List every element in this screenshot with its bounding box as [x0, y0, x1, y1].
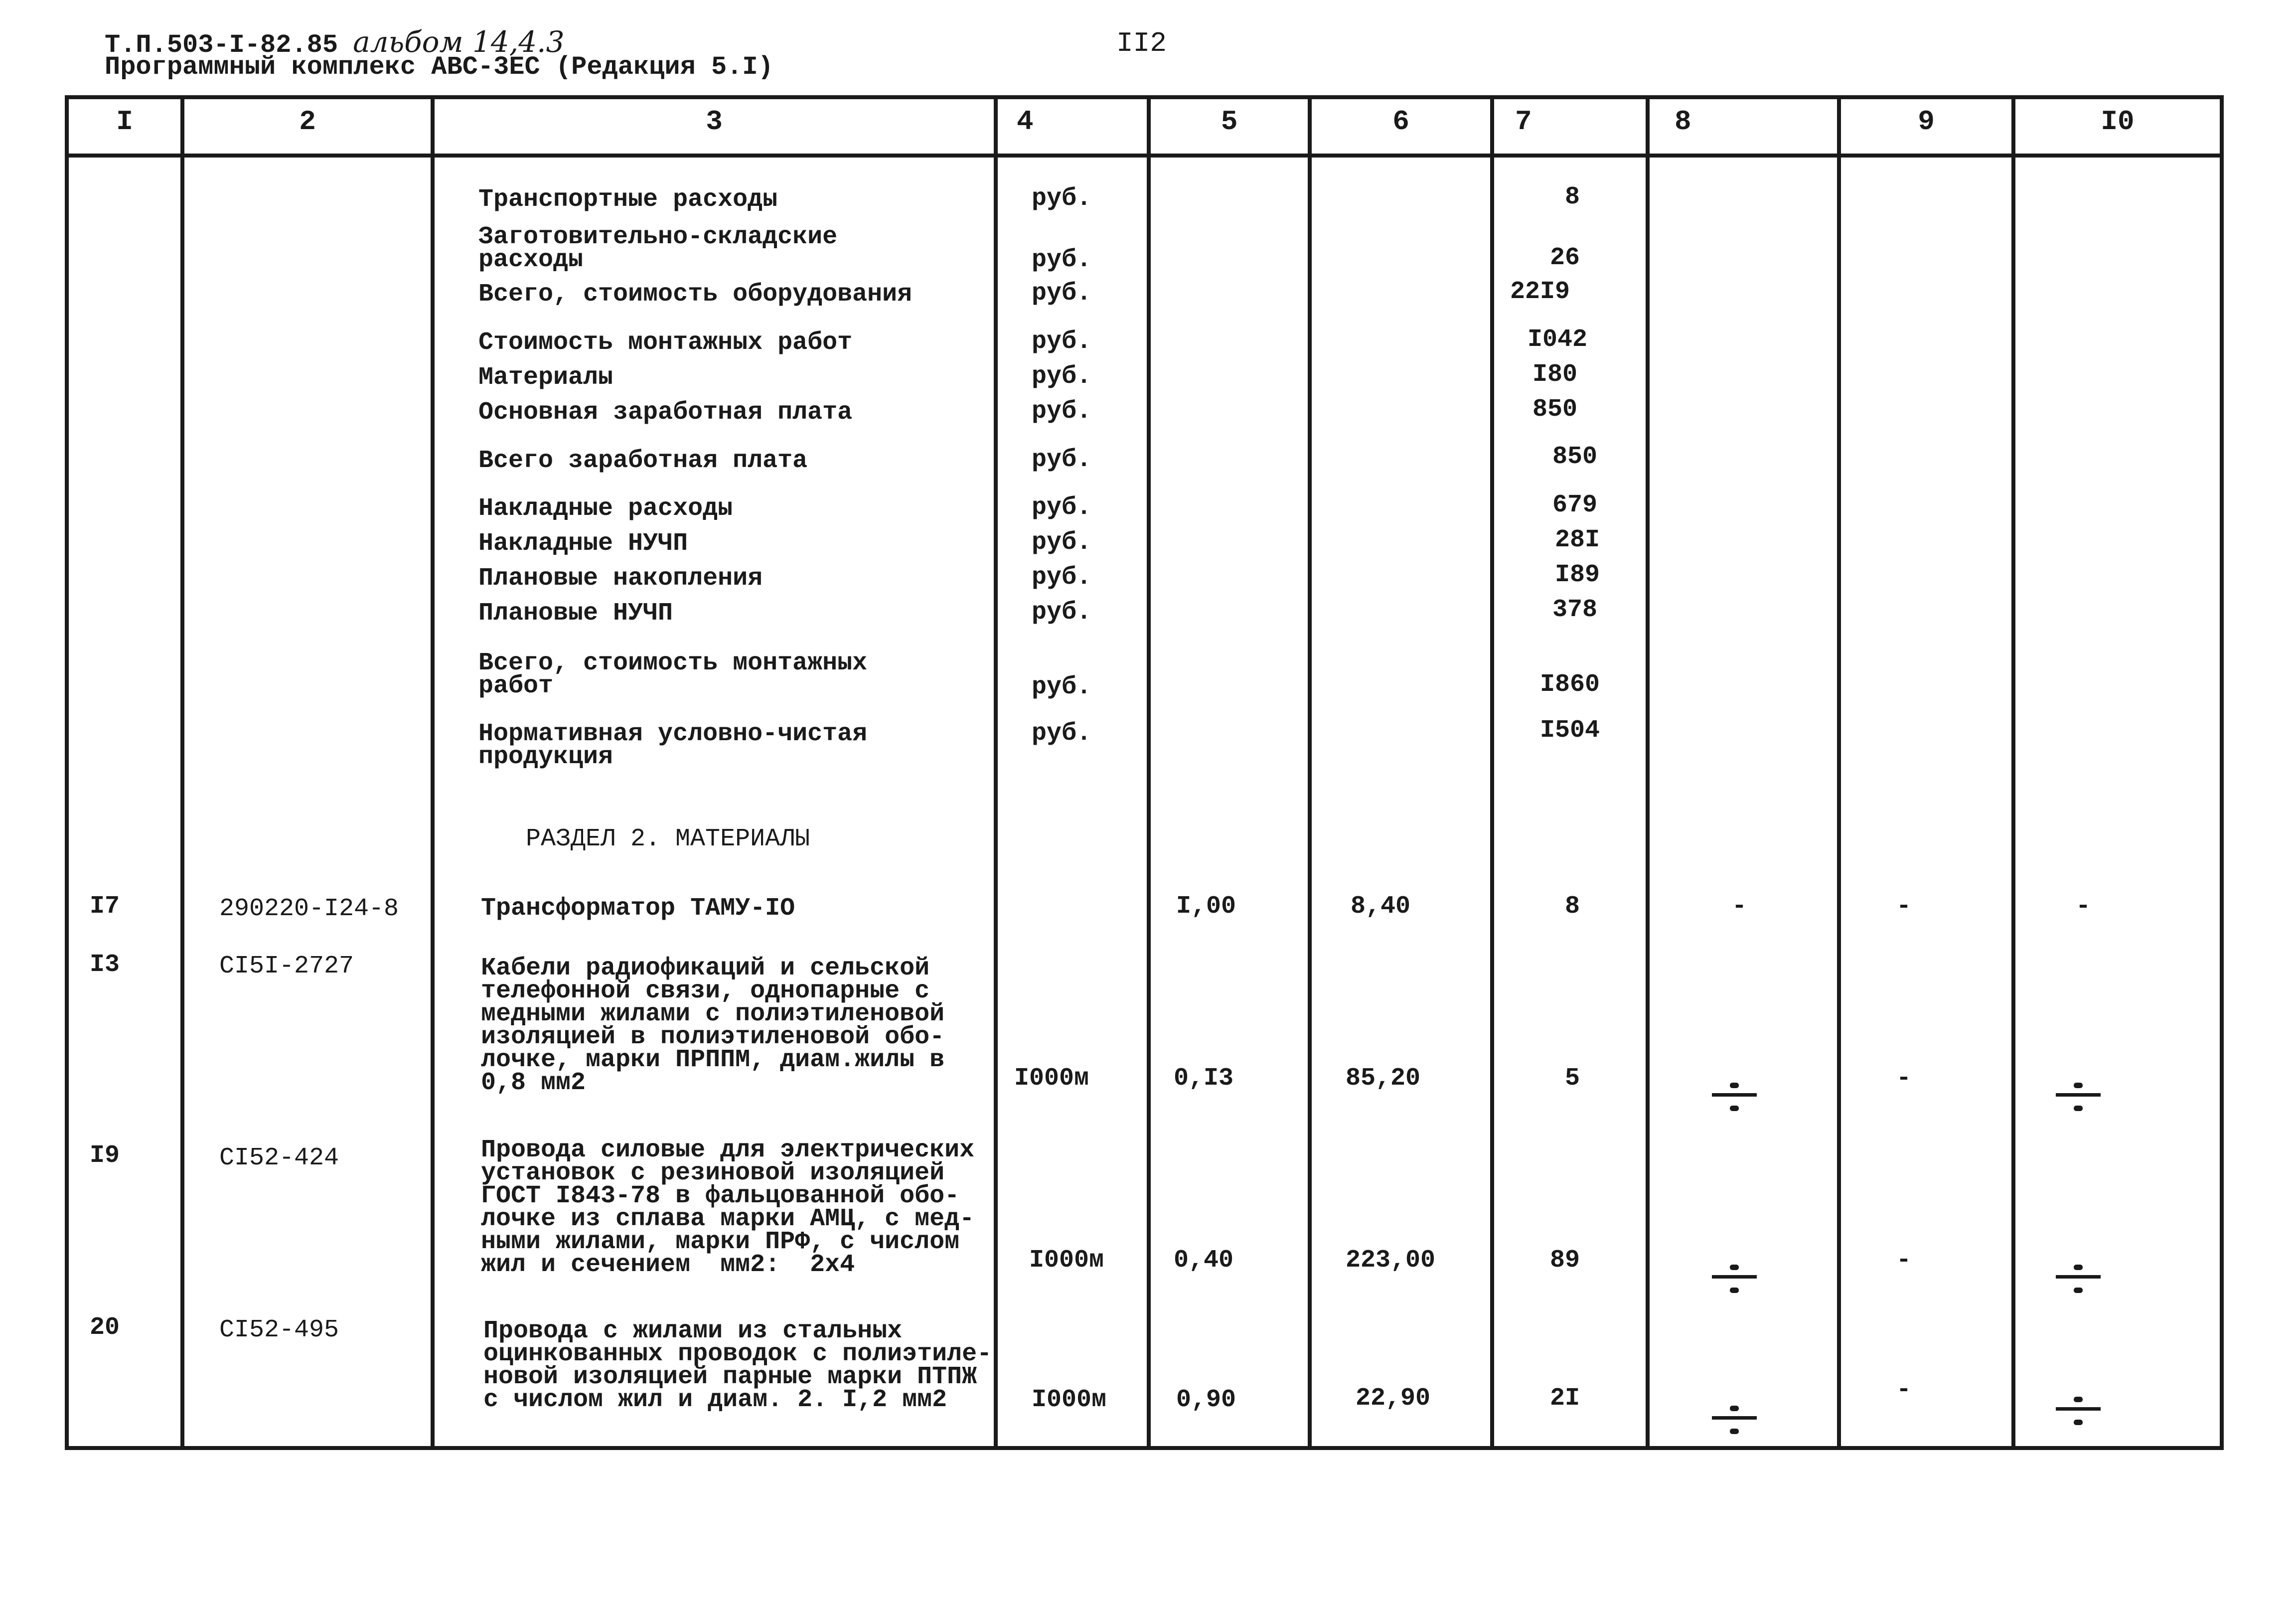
summary-unit: руб.: [1032, 279, 1092, 308]
item-number: 20: [90, 1313, 120, 1342]
item-description: Кабели радиофикаций и сельской телефонной связи, однопарные с медными жилами с полиэтиленовой изоляцией в полиэтиленовой обо- лочке, марки ПРППМ, диам.жилы в 0,8 мм2: [481, 954, 945, 1097]
summary-label: Накладные НУЧП: [478, 529, 688, 558]
column-header-10: I0: [2101, 106, 2135, 138]
summary-value: 850: [1552, 443, 1598, 471]
item-number: I9: [90, 1141, 120, 1170]
summary-label: Заготовительно-складские расходы: [478, 223, 838, 274]
item-quantity: 0,90: [1176, 1386, 1236, 1414]
section-title: РАЗДЕЛ 2. МАТЕРИАЛЫ: [526, 825, 810, 853]
summary-label: Транспортные расходы: [478, 185, 778, 214]
item-col8: [1712, 1254, 1757, 1298]
summary-unit: руб.: [1032, 362, 1092, 391]
summary-unit: руб.: [1032, 719, 1092, 748]
album-handwritten-note: альбом 14,4.3: [353, 25, 565, 59]
item-description: Провода силовые для электрических установок с резиновой изоляцией ГОСТ I843-78 в фальцованной обо- лочке из сплава марки АМЦ, с мед- ными жилами, марки ПРФ, с числом жил и сечением мм2: 2х4: [481, 1136, 975, 1279]
summary-value: I860: [1540, 670, 1600, 699]
summary-label: Всего, стоимость оборудования: [478, 280, 913, 309]
item-col9: -: [1896, 1376, 1911, 1404]
summary-label: Накладные расходы: [478, 494, 733, 523]
summary-value: 850: [1532, 395, 1578, 424]
summary-value: 679: [1552, 491, 1598, 519]
summary-unit: руб.: [1032, 563, 1092, 592]
column-header-9: 9: [1918, 106, 1935, 138]
summary-unit: руб.: [1032, 493, 1092, 522]
item-col10: [2056, 1072, 2101, 1117]
item-total: 89: [1549, 1246, 1580, 1275]
item-code: CI5I-2727: [219, 952, 354, 980]
column-header-6: 6: [1392, 106, 1409, 138]
item-description: Провода с жилами из стальных оцинкованных проводок с полиэтиле- новой изоляцией парные марки ПТПЖ с числом жил и диам. 2. I,2 мм2: [483, 1317, 992, 1414]
column-header-2: 2: [299, 106, 316, 138]
summary-label: Стоимость монтажных работ: [478, 328, 853, 357]
item-unit: I000м: [1029, 1246, 1104, 1275]
item-col10: -: [2075, 892, 2091, 921]
summary-label: Всего, стоимость монтажных работ: [478, 649, 868, 700]
summary-unit: руб.: [1032, 528, 1092, 557]
summary-value: 8: [1564, 183, 1580, 211]
item-col8: [1712, 1072, 1757, 1117]
summary-label: Основная заработная плата: [478, 398, 853, 427]
item-code: CI52-495: [219, 1316, 339, 1344]
summary-label: Нормативная условно-чистая продукция: [478, 720, 868, 771]
summary-unit: руб.: [1032, 598, 1092, 627]
item-quantity: I,00: [1176, 892, 1236, 921]
item-total: 5: [1564, 1064, 1580, 1093]
summary-unit: руб.: [1032, 446, 1092, 474]
summary-label: Материалы: [478, 363, 613, 392]
summary-label: Всего заработная плата: [478, 447, 808, 475]
summary-unit: руб.: [1032, 246, 1092, 274]
summary-unit: руб.: [1032, 397, 1092, 426]
summary-value: I80: [1532, 360, 1578, 389]
item-col9: -: [1896, 1246, 1911, 1275]
item-number: I3: [90, 951, 120, 979]
column-header-3: 3: [706, 106, 723, 138]
summary-value: 26: [1549, 244, 1580, 272]
column-header-5: 5: [1221, 106, 1238, 138]
column-header-7: 7: [1515, 106, 1532, 138]
summary-value: I89: [1555, 561, 1600, 589]
item-unit: I000м: [1032, 1386, 1107, 1414]
item-col8: -: [1731, 892, 1747, 921]
item-price: 22,90: [1355, 1384, 1430, 1413]
item-col10: [2056, 1254, 2101, 1298]
item-quantity: 0,40: [1174, 1246, 1234, 1275]
item-total: 8: [1564, 892, 1580, 921]
column-header-1: I: [116, 106, 133, 138]
summary-unit: руб.: [1032, 184, 1092, 213]
summary-value: 28I: [1555, 526, 1600, 554]
item-code: 290220-I24-8: [219, 895, 399, 923]
item-col10: [2056, 1386, 2101, 1431]
summary-unit: руб.: [1032, 327, 1092, 356]
item-col9: -: [1896, 1064, 1911, 1093]
summary-label: Плановые НУЧП: [478, 599, 673, 628]
item-col9: -: [1896, 892, 1911, 921]
item-quantity: 0,I3: [1174, 1064, 1234, 1093]
item-number: I7: [90, 892, 120, 921]
page-number: II2: [1116, 27, 1167, 59]
document-code: Т.П.503-I-82.85: [105, 30, 338, 60]
summary-value: 22I9: [1510, 278, 1570, 306]
summary-label: Плановые накопления: [478, 564, 763, 593]
item-price: 223,00: [1345, 1246, 1435, 1275]
item-col8: [1712, 1395, 1757, 1440]
item-price: 85,20: [1345, 1064, 1420, 1093]
summary-value: 378: [1552, 596, 1598, 624]
item-description: Трансформатор ТАМУ-IO: [481, 894, 795, 923]
column-header-4: 4: [1017, 106, 1034, 138]
summary-value: I504: [1540, 716, 1600, 745]
item-price: 8,40: [1350, 892, 1410, 921]
item-code: CI52-424: [219, 1144, 339, 1172]
summary-unit: руб.: [1032, 673, 1092, 701]
item-unit: I000м: [1014, 1064, 1089, 1093]
column-header-8: 8: [1675, 106, 1691, 138]
item-total: 2I: [1549, 1384, 1580, 1413]
summary-value: I042: [1528, 325, 1588, 354]
program-name: Программный комплекс АВС-3ЕС (Редакция 5.I): [105, 52, 773, 82]
